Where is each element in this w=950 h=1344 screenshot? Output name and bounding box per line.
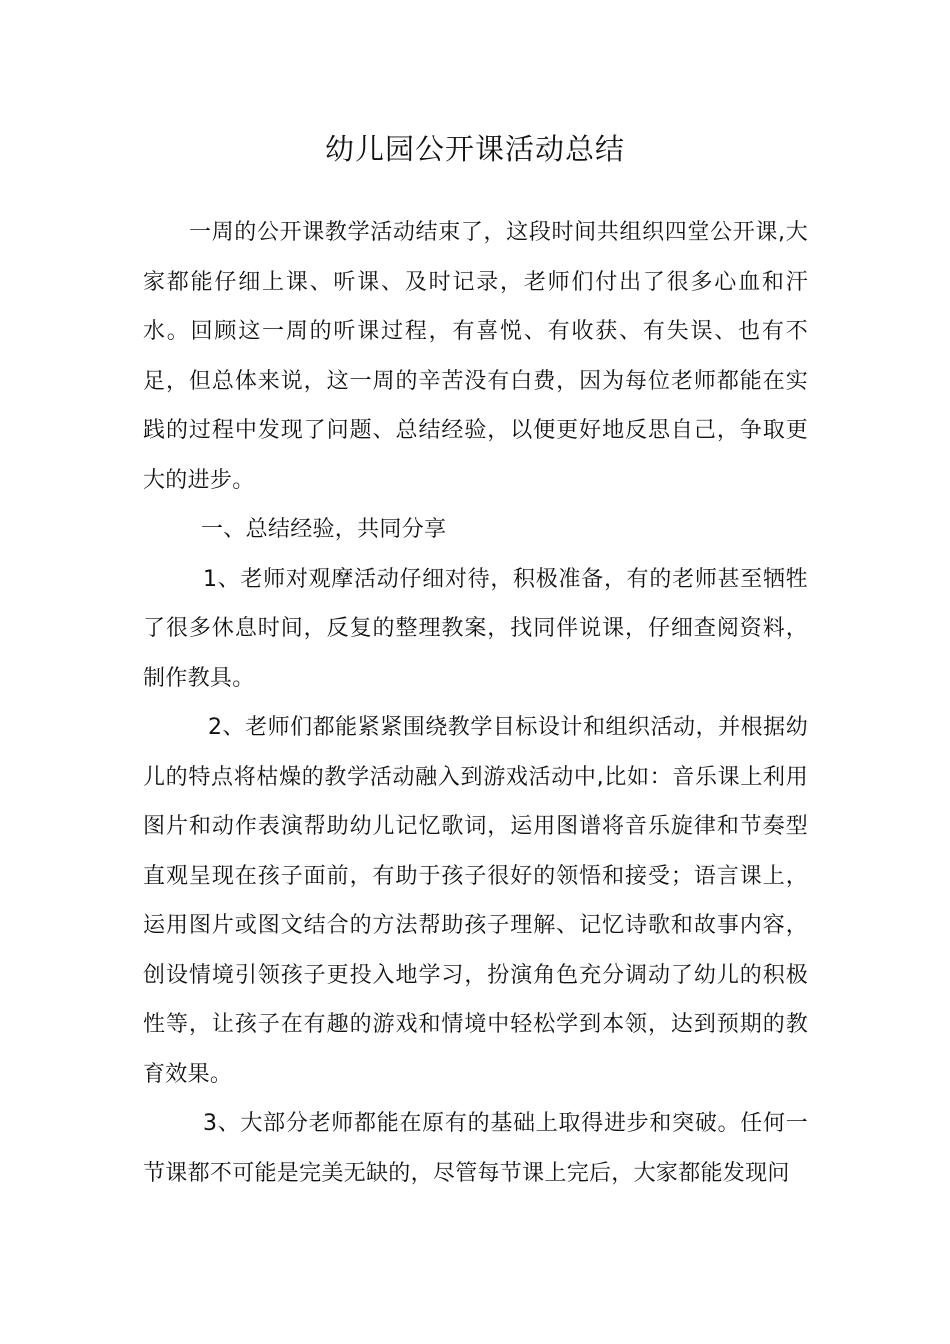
document-title: 幼儿园公开课活动总结 (324, 132, 625, 166)
intro-paragraph: 一周的公开课教学活动结束了，这段时间共组织四堂公开课,大家都能仔细上课、听课、及时记录，老师们付出了很多心血和汗水。回顾这一周的听课过程，有喜悦、有收获、有失误、也有不足，但总体来说，这一周的辛苦没有白费，因为每位老师都能在实践的过程中发现了问题、总结经验，以便更好地反思自己，争取更大的进步。 (143, 220, 808, 493)
list-item-3: 3、大部分老师都能在原有的基础上取得进步和突破。任何一节课都不可能是完美无缺的，尽管每节课上完后，大家都能发现问 (143, 1111, 808, 1186)
document-body (143, 208, 808, 1198)
section-heading: 一、总结经验，共同分享 (201, 517, 447, 542)
list-item-1: 1、老师对观摩活动仔细对待，积极准备，有的老师甚至牺牲了很多休息时间，反复的整理教案，找同伴说课，仔细查阅资料，制作教具。 (143, 566, 808, 691)
list-item-2: 2、老师们都能紧紧围绕教学目标设计和组织活动，并根据幼儿的特点将枯燥的教学活动融入到游戏活动中,比如：音乐课上利用图片和动作表演帮助幼儿记忆歌词，运用图谱将音乐旋律和节奏型直观呈现在孩子面前，有助于孩子很好的领悟和接受；语言课上，运用图片或图文结合的方法帮助孩子理解、记忆诗歌和故事内容，创设情境引领孩子更投入地学习，扮演角色充分调动了幼儿的积极性等，让孩子在有趣的游戏和情境中轻松学到本领，达到预期的教育效果。 (143, 715, 808, 1087)
